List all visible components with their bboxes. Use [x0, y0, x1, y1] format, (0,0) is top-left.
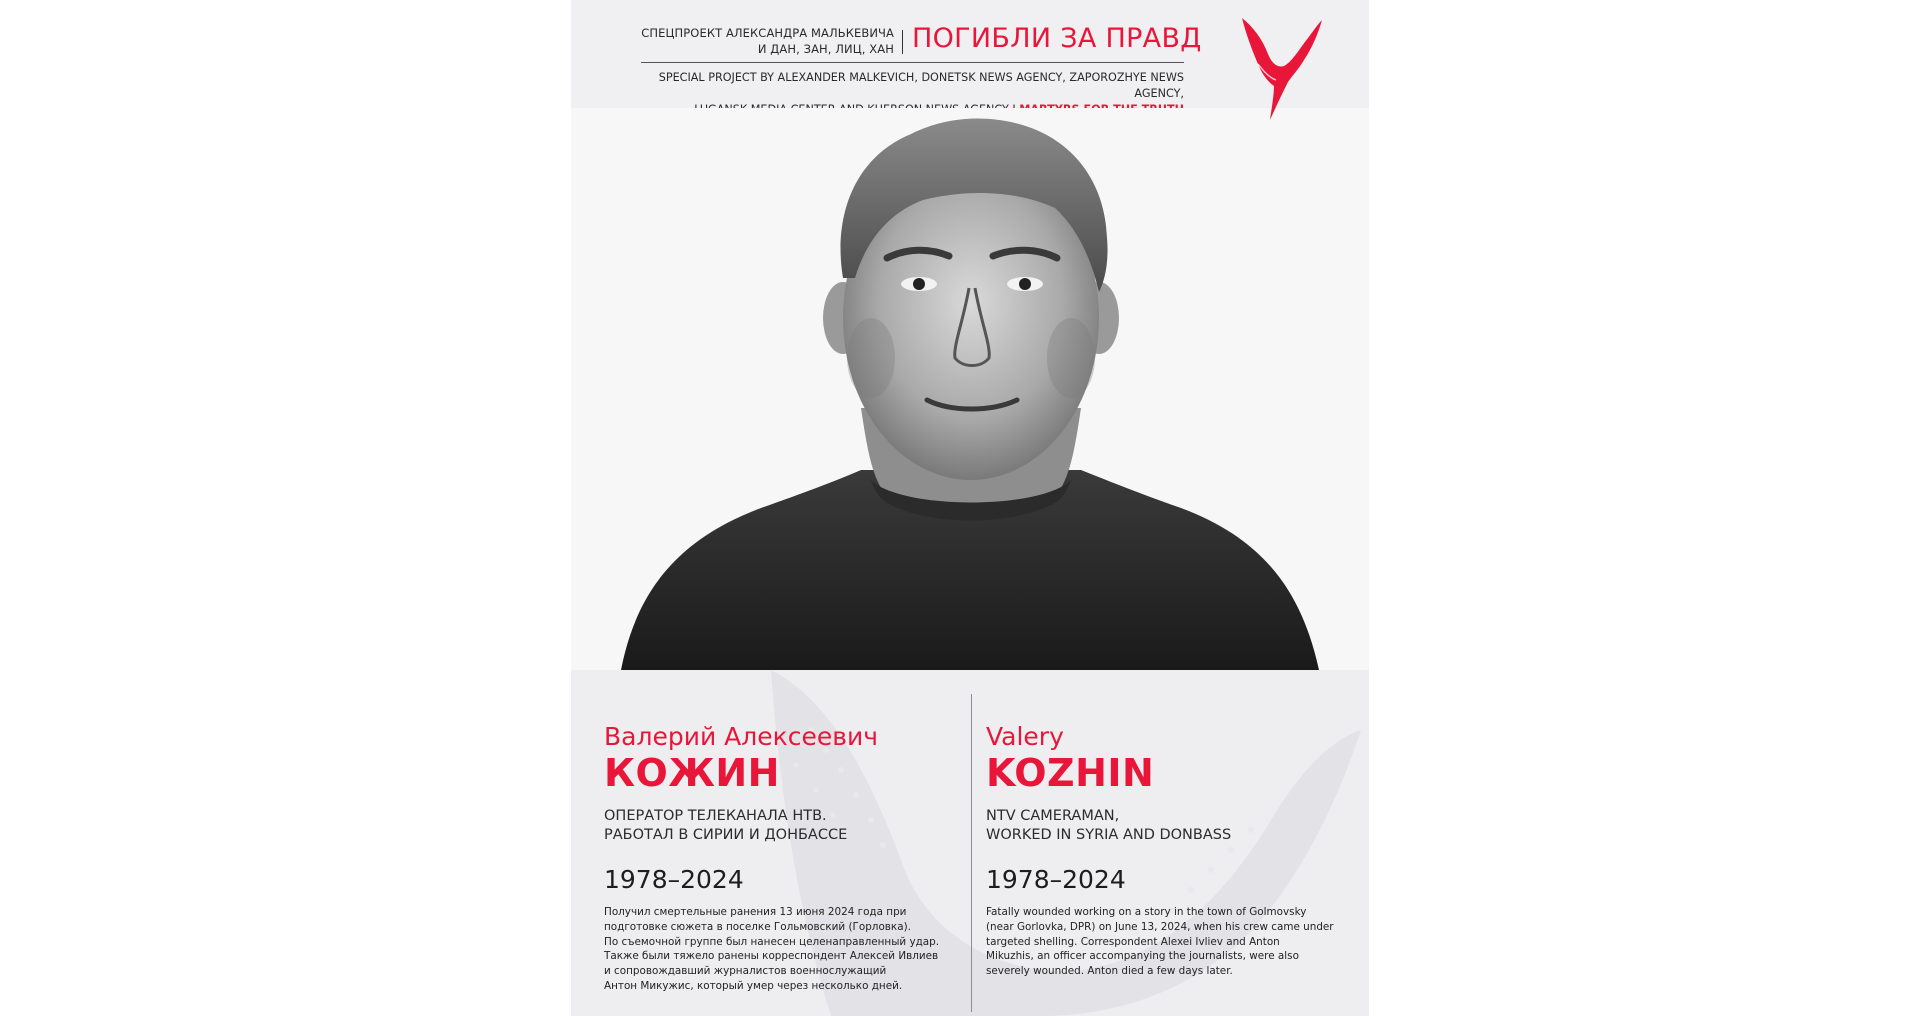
role-en-line: WORKED IN SYRIA AND DONBASS — [986, 827, 1232, 843]
bird-logo-icon — [1238, 16, 1324, 122]
bio-ru-line: и сопровождавший журналистов военнослужащий — [604, 965, 887, 978]
years-ru: 1978–2024 — [604, 865, 744, 894]
project-credit-ru — [574, 25, 894, 57]
role-en — [986, 807, 1346, 845]
bio-ru-line: По съемочной группе был нанесен целенаправленный удар. — [604, 935, 940, 948]
bio-ru-line: Антон Микужис, который умер через несколько дней. — [604, 979, 903, 992]
column-separator — [971, 694, 972, 1012]
bio-en — [986, 905, 1346, 979]
bio-en-line: severely wounded. Anton died a few days later. — [986, 965, 1233, 978]
years-en: 1978–2024 — [986, 865, 1126, 894]
role-en-line: NTV CAMERAMAN, — [986, 808, 1120, 824]
biography-ru — [604, 722, 954, 994]
project-credit-ru-line: СПЕЦПРОЕКТ АЛЕКСАНДРА МАЛЬКЕВИЧА — [641, 26, 894, 40]
surname-ru: КОЖИН — [604, 751, 780, 795]
bio-en-line: Mikuzhis, an officer accompanying the journalists, were also — [986, 950, 1299, 963]
given-name-en: Valery — [986, 722, 1064, 751]
bio-en-line: (near Gorlovka, DPR) on June 13, 2024, when his crew came under — [986, 920, 1334, 933]
given-name-ru: Валерий Алексеевич — [604, 722, 878, 751]
project-title-ru: ПОГИБЛИ ЗА ПРАВД — [912, 23, 1202, 54]
bio-en-line: targeted shelling. Correspondent Alexei Ivliev and Anton — [986, 935, 1280, 948]
header-separator — [902, 30, 903, 54]
header-rule — [641, 62, 1184, 63]
memorial-poster — [571, 0, 1369, 1016]
biography-section — [571, 670, 1369, 1016]
bio-ru — [604, 905, 954, 994]
surname-en: KOZHIN — [986, 751, 1155, 795]
portrait-illustration — [571, 108, 1369, 670]
role-ru-line: ОПЕРАТОР ТЕЛЕКАНАЛА НТВ. — [604, 808, 827, 824]
bio-ru-line: Получил смертельные ранения 13 июня 2024 года при — [604, 906, 907, 918]
bio-ru-line: Также были тяжело ранены корреспондент Алексей Ивлиев — [604, 950, 939, 963]
portrait-photo — [571, 108, 1369, 670]
bio-ru-line: подготовке сюжета в поселке Гольмовский (Горловка). — [604, 920, 911, 933]
project-credit-ru-line: И ДАН, ЗАН, ЛИЦ, ХАН — [757, 42, 894, 56]
project-credit-en-line: SPECIAL PROJECT BY ALEXANDER MALKEVICH, DONETSK NEWS AGENCY, ZAPOROZHYE NEWS AGENCY, — [658, 71, 1184, 100]
role-ru — [604, 807, 954, 845]
biography-en — [986, 722, 1346, 979]
role-ru-line: РАБОТАЛ В СИРИИ И ДОНБАССЕ — [604, 827, 848, 843]
bio-en-line: Fatally wounded working on a story in the town of Golmovsky — [986, 906, 1307, 918]
